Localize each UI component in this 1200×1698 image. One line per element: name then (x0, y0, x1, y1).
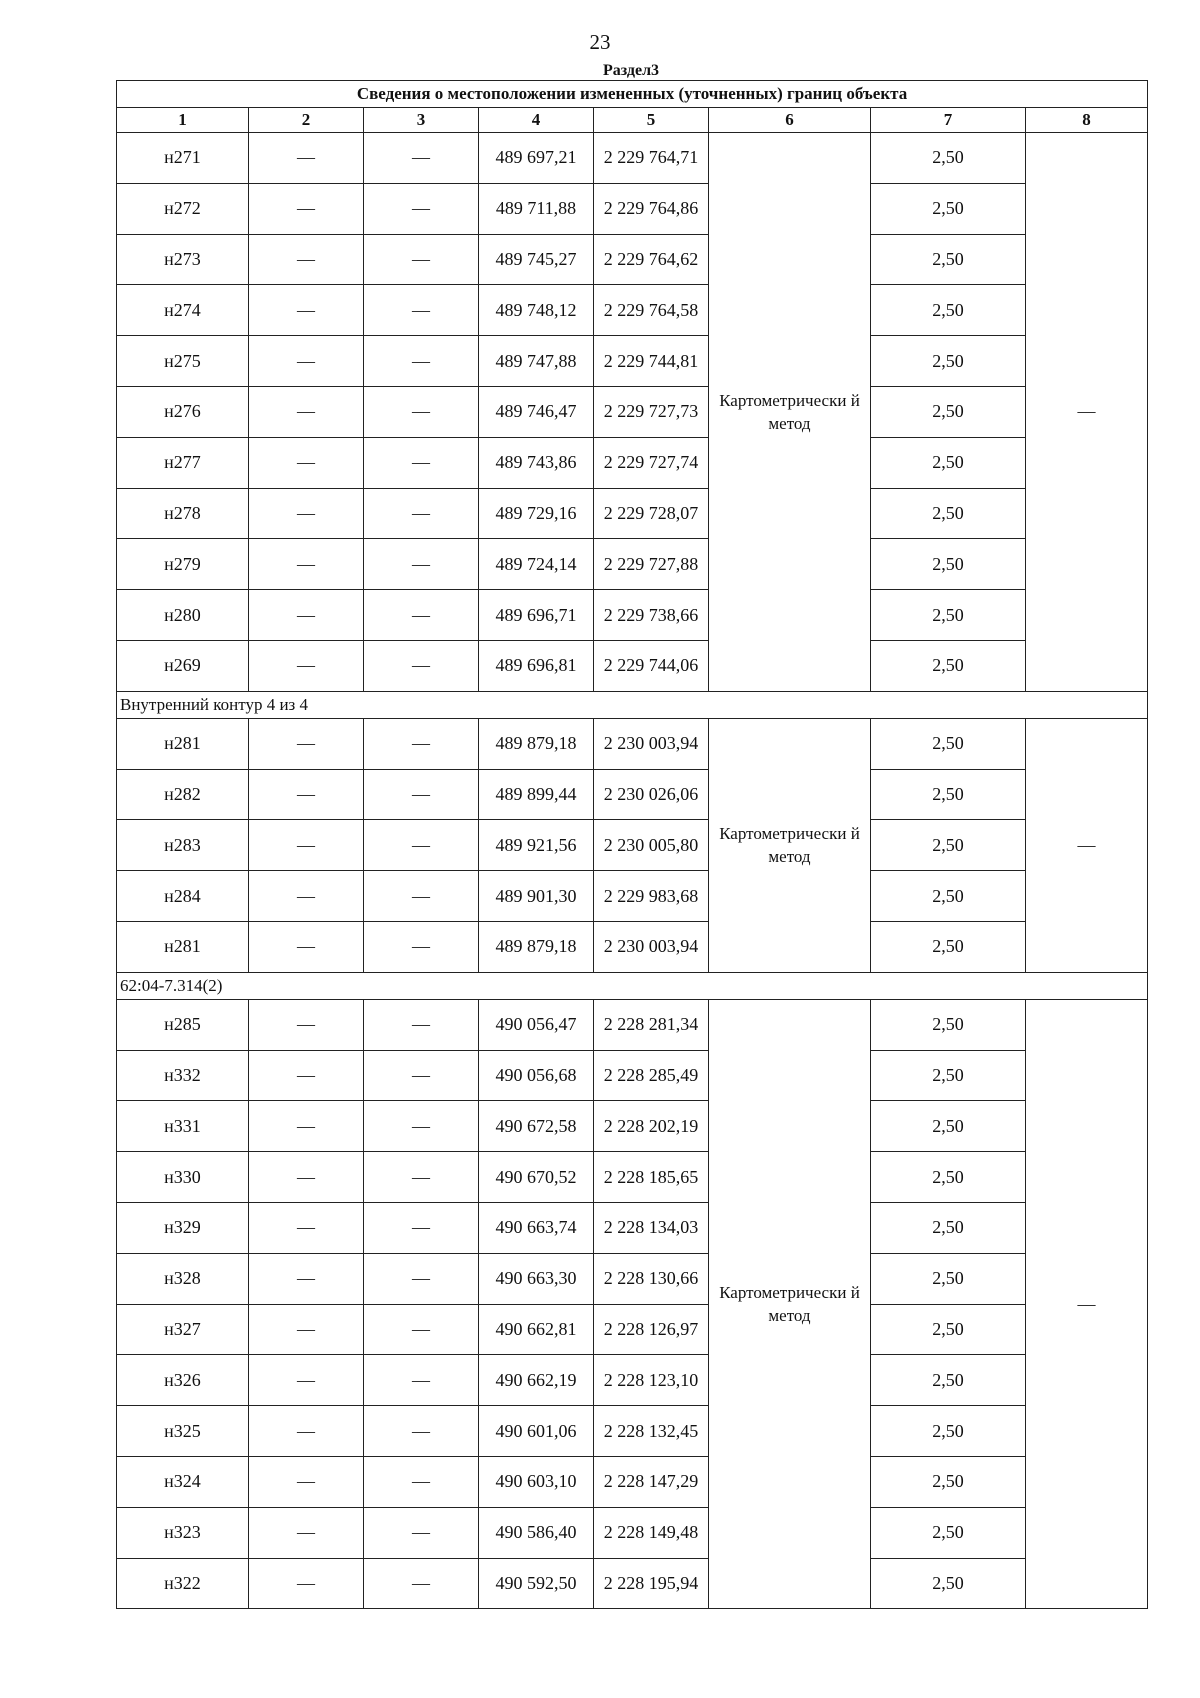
table-row (117, 718, 1148, 769)
table-row (117, 1152, 1148, 1203)
precision-value: 2,50 (871, 1406, 1026, 1457)
x-coordinate: 489 747,88 (479, 336, 594, 387)
description-cell: — (1026, 718, 1148, 972)
point-name: н325 (117, 1406, 249, 1457)
old-y-cell: — (364, 718, 479, 769)
method-cell: Картометрически й метод (709, 133, 871, 692)
point-name: н284 (117, 871, 249, 922)
y-coordinate: 2 229 728,07 (594, 488, 709, 539)
point-name: н277 (117, 437, 249, 488)
old-y-cell: — (364, 285, 479, 336)
table-row (117, 539, 1148, 590)
contour-label: Внутренний контур 4 из 4 (117, 691, 1148, 718)
point-name: н271 (117, 133, 249, 184)
precision-value: 2,50 (871, 386, 1026, 437)
point-name: н269 (117, 640, 249, 691)
precision-value: 2,50 (871, 488, 1026, 539)
precision-value: 2,50 (871, 133, 1026, 184)
old-y-cell: — (364, 234, 479, 285)
precision-value: 2,50 (871, 1558, 1026, 1609)
y-coordinate: 2 229 983,68 (594, 871, 709, 922)
point-name: н279 (117, 539, 249, 590)
x-coordinate: 490 670,52 (479, 1152, 594, 1203)
x-coordinate: 490 056,47 (479, 999, 594, 1050)
y-coordinate: 2 228 147,29 (594, 1456, 709, 1507)
x-coordinate: 489 901,30 (479, 871, 594, 922)
table-row (117, 437, 1148, 488)
column-number: 1 (117, 108, 249, 133)
old-x-cell: — (249, 1202, 364, 1253)
y-coordinate: 2 228 126,97 (594, 1304, 709, 1355)
old-x-cell: — (249, 718, 364, 769)
y-coordinate: 2 230 003,94 (594, 718, 709, 769)
old-x-cell: — (249, 539, 364, 590)
old-x-cell: — (249, 437, 364, 488)
old-y-cell: — (364, 1253, 479, 1304)
table-row (117, 1304, 1148, 1355)
description-cell: — (1026, 999, 1148, 1609)
precision-value: 2,50 (871, 234, 1026, 285)
precision-value: 2,50 (871, 590, 1026, 641)
old-x-cell: — (249, 1406, 364, 1457)
precision-value: 2,50 (871, 871, 1026, 922)
old-x-cell: — (249, 820, 364, 871)
x-coordinate: 489 729,16 (479, 488, 594, 539)
old-y-cell: — (364, 1050, 479, 1101)
y-coordinate: 2 230 026,06 (594, 769, 709, 820)
y-coordinate: 2 229 764,71 (594, 133, 709, 184)
precision-value: 2,50 (871, 1050, 1026, 1101)
column-number: 3 (364, 108, 479, 133)
x-coordinate: 490 662,81 (479, 1304, 594, 1355)
point-name: н328 (117, 1253, 249, 1304)
y-coordinate: 2 228 132,45 (594, 1406, 709, 1457)
old-x-cell: — (249, 1253, 364, 1304)
old-y-cell: — (364, 1152, 479, 1203)
old-x-cell: — (249, 1456, 364, 1507)
old-y-cell: — (364, 1507, 479, 1558)
old-x-cell: — (249, 1050, 364, 1101)
point-name: н275 (117, 336, 249, 387)
y-coordinate: 2 229 764,58 (594, 285, 709, 336)
y-coordinate: 2 228 185,65 (594, 1152, 709, 1203)
old-y-cell: — (364, 539, 479, 590)
method-cell: Картометрически й метод (709, 999, 871, 1609)
point-name: н281 (117, 718, 249, 769)
old-x-cell: — (249, 1355, 364, 1406)
point-name: н283 (117, 820, 249, 871)
x-coordinate: 490 663,30 (479, 1253, 594, 1304)
old-y-cell: — (364, 820, 479, 871)
old-x-cell: — (249, 1507, 364, 1558)
old-y-cell: — (364, 769, 479, 820)
table-row (117, 769, 1148, 820)
precision-value: 2,50 (871, 1304, 1026, 1355)
x-coordinate: 489 748,12 (479, 285, 594, 336)
y-coordinate: 2 228 130,66 (594, 1253, 709, 1304)
old-x-cell: — (249, 1152, 364, 1203)
point-name: н332 (117, 1050, 249, 1101)
table-row (117, 234, 1148, 285)
point-name: н272 (117, 183, 249, 234)
old-x-cell: — (249, 871, 364, 922)
x-coordinate: 490 663,74 (479, 1202, 594, 1253)
old-x-cell: — (249, 1304, 364, 1355)
old-x-cell: — (249, 234, 364, 285)
section-title: Раздел3 (602, 62, 660, 79)
precision-value: 2,50 (871, 285, 1026, 336)
old-y-cell: — (364, 590, 479, 641)
point-name: н324 (117, 1456, 249, 1507)
table-row (117, 590, 1148, 641)
y-coordinate: 2 229 744,81 (594, 336, 709, 387)
y-coordinate: 2 229 764,86 (594, 183, 709, 234)
x-coordinate: 490 056,68 (479, 1050, 594, 1101)
precision-value: 2,50 (871, 820, 1026, 871)
x-coordinate: 489 743,86 (479, 437, 594, 488)
page-number: 23 (589, 30, 611, 54)
table-row (117, 336, 1148, 387)
x-coordinate: 489 696,71 (479, 590, 594, 641)
x-coordinate: 489 879,18 (479, 921, 594, 972)
table-row (117, 1558, 1148, 1609)
old-x-cell: — (249, 285, 364, 336)
method-cell: Картометрически й метод (709, 718, 871, 972)
precision-value: 2,50 (871, 1101, 1026, 1152)
precision-value: 2,50 (871, 437, 1026, 488)
old-x-cell: — (249, 590, 364, 641)
table-row (117, 1050, 1148, 1101)
point-name: н322 (117, 1558, 249, 1609)
y-coordinate: 2 230 003,94 (594, 921, 709, 972)
x-coordinate: 490 662,19 (479, 1355, 594, 1406)
point-name: н278 (117, 488, 249, 539)
precision-value: 2,50 (871, 640, 1026, 691)
y-coordinate: 2 228 281,34 (594, 999, 709, 1050)
precision-value: 2,50 (871, 1456, 1026, 1507)
point-name: н276 (117, 386, 249, 437)
x-coordinate: 490 672,58 (479, 1101, 594, 1152)
old-y-cell: — (364, 1355, 479, 1406)
x-coordinate: 489 697,21 (479, 133, 594, 184)
old-y-cell: — (364, 336, 479, 387)
x-coordinate: 490 603,10 (479, 1456, 594, 1507)
y-coordinate: 2 228 202,19 (594, 1101, 709, 1152)
table-row (117, 1101, 1148, 1152)
table-row (117, 285, 1148, 336)
old-x-cell: — (249, 1101, 364, 1152)
point-name: н327 (117, 1304, 249, 1355)
old-x-cell: — (249, 183, 364, 234)
x-coordinate: 489 879,18 (479, 718, 594, 769)
table-row (117, 488, 1148, 539)
x-coordinate: 490 601,06 (479, 1406, 594, 1457)
old-x-cell: — (249, 488, 364, 539)
y-coordinate: 2 228 195,94 (594, 1558, 709, 1609)
y-coordinate: 2 229 764,62 (594, 234, 709, 285)
old-y-cell: — (364, 640, 479, 691)
old-x-cell: — (249, 769, 364, 820)
column-number: 4 (479, 108, 594, 133)
x-coordinate: 489 696,81 (479, 640, 594, 691)
old-x-cell: — (249, 921, 364, 972)
precision-value: 2,50 (871, 769, 1026, 820)
table-row (117, 871, 1148, 922)
precision-value: 2,50 (871, 539, 1026, 590)
old-y-cell: — (364, 133, 479, 184)
y-coordinate: 2 229 744,06 (594, 640, 709, 691)
old-x-cell: — (249, 386, 364, 437)
table-row (117, 1202, 1148, 1253)
old-y-cell: — (364, 1202, 479, 1253)
x-coordinate: 489 921,56 (479, 820, 594, 871)
column-number-row (117, 108, 1148, 133)
precision-value: 2,50 (871, 999, 1026, 1050)
table-row (117, 183, 1148, 234)
x-coordinate: 489 746,47 (479, 386, 594, 437)
point-name: н329 (117, 1202, 249, 1253)
precision-value: 2,50 (871, 1152, 1026, 1203)
table-row (117, 386, 1148, 437)
column-number: 7 (871, 108, 1026, 133)
x-coordinate: 489 745,27 (479, 234, 594, 285)
column-number: 8 (1026, 108, 1148, 133)
old-y-cell: — (364, 437, 479, 488)
precision-value: 2,50 (871, 1507, 1026, 1558)
table-row (117, 999, 1148, 1050)
old-x-cell: — (249, 336, 364, 387)
old-x-cell: — (249, 133, 364, 184)
precision-value: 2,50 (871, 921, 1026, 972)
contour-label-row (117, 972, 1148, 999)
old-y-cell: — (364, 1558, 479, 1609)
old-y-cell: — (364, 488, 479, 539)
old-y-cell: — (364, 1101, 479, 1152)
y-coordinate: 2 229 727,74 (594, 437, 709, 488)
point-name: н331 (117, 1101, 249, 1152)
column-number: 2 (249, 108, 364, 133)
old-y-cell: — (364, 871, 479, 922)
y-coordinate: 2 229 738,66 (594, 590, 709, 641)
coordinates-table (116, 80, 1148, 1609)
column-number: 5 (594, 108, 709, 133)
point-name: н273 (117, 234, 249, 285)
y-coordinate: 2 229 727,73 (594, 386, 709, 437)
old-y-cell: — (364, 999, 479, 1050)
x-coordinate: 490 586,40 (479, 1507, 594, 1558)
contour-label: 62:04-7.314(2) (117, 972, 1148, 999)
point-name: н274 (117, 285, 249, 336)
old-x-cell: — (249, 640, 364, 691)
x-coordinate: 489 899,44 (479, 769, 594, 820)
old-y-cell: — (364, 1304, 479, 1355)
precision-value: 2,50 (871, 1355, 1026, 1406)
x-coordinate: 489 711,88 (479, 183, 594, 234)
point-name: н330 (117, 1152, 249, 1203)
description-cell: — (1026, 133, 1148, 692)
point-name: н323 (117, 1507, 249, 1558)
table-caption-row (117, 81, 1148, 108)
y-coordinate: 2 228 123,10 (594, 1355, 709, 1406)
old-x-cell: — (249, 1558, 364, 1609)
table-caption: Сведения о местоположении измененных (уточненных) границ объекта (117, 81, 1148, 108)
table-row (117, 640, 1148, 691)
old-y-cell: — (364, 183, 479, 234)
x-coordinate: 490 592,50 (479, 1558, 594, 1609)
point-name: н280 (117, 590, 249, 641)
point-name: н326 (117, 1355, 249, 1406)
point-name: н281 (117, 921, 249, 972)
table-row (117, 921, 1148, 972)
old-y-cell: — (364, 1456, 479, 1507)
y-coordinate: 2 228 285,49 (594, 1050, 709, 1101)
column-number: 6 (709, 108, 871, 133)
point-name: н285 (117, 999, 249, 1050)
precision-value: 2,50 (871, 336, 1026, 387)
old-x-cell: — (249, 999, 364, 1050)
precision-value: 2,50 (871, 1253, 1026, 1304)
table-row (117, 133, 1148, 184)
contour-label-row (117, 691, 1148, 718)
table-row (117, 1355, 1148, 1406)
old-y-cell: — (364, 921, 479, 972)
point-name: н282 (117, 769, 249, 820)
old-y-cell: — (364, 386, 479, 437)
y-coordinate: 2 229 727,88 (594, 539, 709, 590)
precision-value: 2,50 (871, 1202, 1026, 1253)
y-coordinate: 2 228 149,48 (594, 1507, 709, 1558)
table-row (117, 1456, 1148, 1507)
y-coordinate: 2 230 005,80 (594, 820, 709, 871)
precision-value: 2,50 (871, 718, 1026, 769)
table-row (117, 820, 1148, 871)
old-y-cell: — (364, 1406, 479, 1457)
table-row (117, 1253, 1148, 1304)
precision-value: 2,50 (871, 183, 1026, 234)
x-coordinate: 489 724,14 (479, 539, 594, 590)
y-coordinate: 2 228 134,03 (594, 1202, 709, 1253)
table-row (117, 1406, 1148, 1457)
table-row (117, 1507, 1148, 1558)
